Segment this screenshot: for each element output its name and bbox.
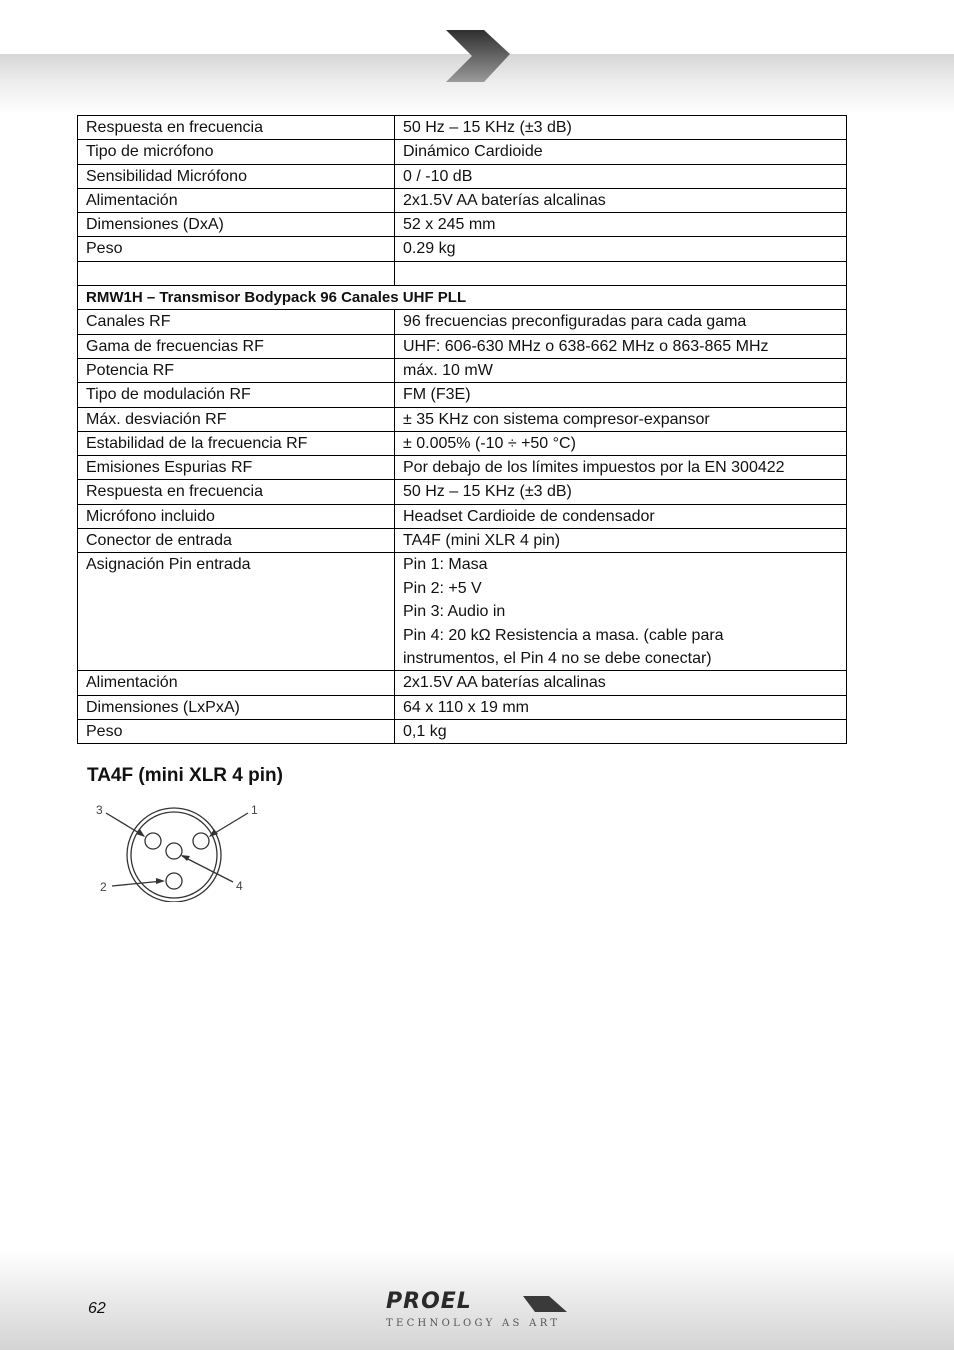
row-label: Sensibilidad Micrófono — [78, 164, 395, 188]
table-row — [78, 310, 847, 334]
chevron-right-icon — [440, 28, 512, 84]
row-value: ± 0.005% (-10 ÷ +50 °C) — [395, 431, 847, 455]
table-row — [78, 529, 847, 553]
row-value: 0,1 kg — [395, 719, 847, 743]
table-row — [78, 334, 847, 358]
row-value: FM (F3E) — [395, 383, 847, 407]
row-value: TA4F (mini XLR 4 pin) — [395, 529, 847, 553]
table-row — [78, 383, 847, 407]
table-row — [78, 695, 847, 719]
row-value: 96 frecuencias preconfiguradas para cada gama — [395, 310, 847, 334]
section-title: RMW1H – Transmisor Bodypack 96 Canales UHF PLL — [78, 286, 847, 310]
table-row — [78, 188, 847, 212]
logo-tagline: TECHNOLOGY AS ART — [386, 1318, 561, 1329]
page-number: 62 — [88, 1300, 106, 1317]
row-label: Gama de frecuencias RF — [78, 334, 395, 358]
table-row — [78, 213, 847, 237]
row-value: máx. 10 mW — [395, 358, 847, 382]
table-row — [78, 671, 847, 695]
row-label: Peso — [78, 237, 395, 261]
table-row — [78, 407, 847, 431]
pin-label-2: 2 — [100, 880, 107, 894]
row-label: Respuesta en frecuencia — [78, 116, 395, 140]
row-value: 64 x 110 x 19 mm — [395, 695, 847, 719]
row-value: 50 Hz – 15 KHz (±3 dB) — [395, 480, 847, 504]
row-value: 50 Hz – 15 KHz (±3 dB) — [395, 116, 847, 140]
table-row — [78, 140, 847, 164]
row-value: 0 / -10 dB — [395, 164, 847, 188]
row-label: Alimentación — [78, 671, 395, 695]
table-row — [78, 164, 847, 188]
row-label: Potencia RF — [78, 358, 395, 382]
row-value: Por debajo de los límites impuestos por la EN 300422 — [395, 456, 847, 480]
row-label: Tipo de modulación RF — [78, 383, 395, 407]
row-label: Alimentación — [78, 188, 395, 212]
table-row — [78, 116, 847, 140]
pin-line: Pin 3: Audio in — [403, 603, 506, 621]
row-value: ± 35 KHz con sistema compresor-expansor — [395, 407, 847, 431]
pin-label-1: 1 — [251, 803, 258, 817]
row-value: Dinámico Cardioide — [395, 140, 847, 164]
row-value: 0.29 kg — [395, 237, 847, 261]
table-row — [78, 719, 847, 743]
row-label: Canales RF — [78, 310, 395, 334]
section-header-row — [78, 286, 847, 310]
row-value — [395, 553, 847, 671]
logo-word: PROEL — [386, 1289, 472, 1314]
row-value: UHF: 606-630 MHz o 638-662 MHz o 863-865 MHz — [395, 334, 847, 358]
spec-table — [77, 115, 847, 744]
table-row — [78, 431, 847, 455]
pin-line: Pin 1: Masa — [403, 556, 488, 574]
pin-line: instrumentos, el Pin 4 no se debe conectar) — [403, 649, 712, 667]
row-label: Dimensiones (DxA) — [78, 213, 395, 237]
spacer-row — [78, 261, 847, 285]
pin-label-4: 4 — [236, 879, 243, 893]
row-label: Dimensiones (LxPxA) — [78, 695, 395, 719]
row-label: Máx. desviación RF — [78, 407, 395, 431]
ta4f-pin-diagram — [92, 798, 262, 902]
row-label: Conector de entrada — [78, 529, 395, 553]
pin-line: Pin 4: 20 kΩ Resistencia a masa. (cable para — [403, 626, 724, 644]
row-label: Micrófono incluido — [78, 504, 395, 528]
pin-line: Pin 2: +5 V — [403, 579, 482, 597]
row-label: Asignación Pin entrada — [78, 553, 395, 671]
table-row — [78, 480, 847, 504]
pin-label-3: 3 — [96, 803, 103, 817]
connector-heading: TA4F (mini XLR 4 pin) — [87, 765, 283, 786]
row-label: Tipo de micrófono — [78, 140, 395, 164]
table-row — [78, 237, 847, 261]
row-value: 2x1.5V AA baterías alcalinas — [395, 671, 847, 695]
row-value: Headset Cardioide de condensador — [395, 504, 847, 528]
row-label: Estabilidad de la frecuencia RF — [78, 431, 395, 455]
row-label: Peso — [78, 719, 395, 743]
row-label: Respuesta en frecuencia — [78, 480, 395, 504]
row-value: 52 x 245 mm — [395, 213, 847, 237]
table-row — [78, 504, 847, 528]
table-row — [78, 456, 847, 480]
row-value: 2x1.5V AA baterías alcalinas — [395, 188, 847, 212]
table-row — [78, 358, 847, 382]
row-label: Emisiones Espurias RF — [78, 456, 395, 480]
table-row-pin-assignment — [78, 553, 847, 671]
